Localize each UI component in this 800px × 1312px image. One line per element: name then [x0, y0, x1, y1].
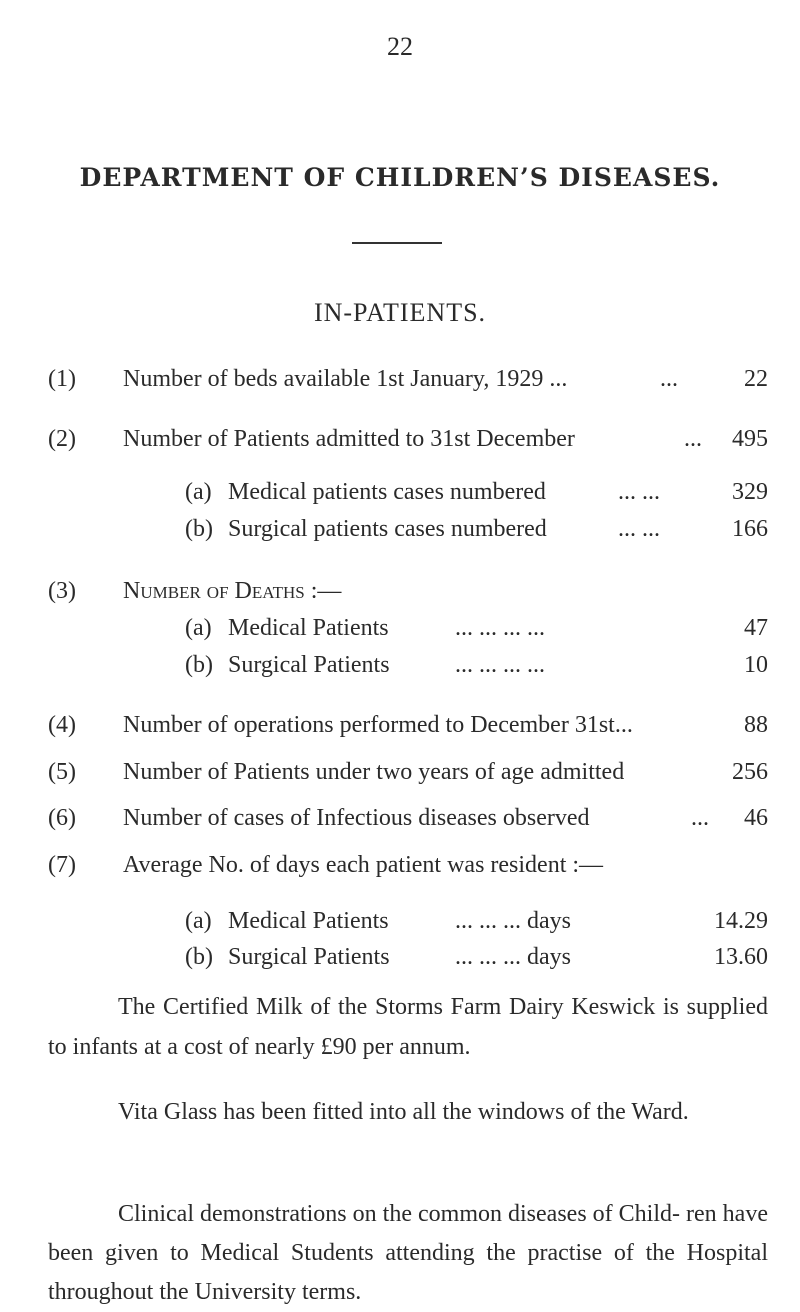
item-leader: ... ... ... days — [455, 944, 571, 970]
paragraph-text: Clinical demonstrations on the common diseases of Child- ren have been given to Medical Students attending the practise of the Hospital throughout the University terms. — [48, 1201, 768, 1305]
paragraph-text: The Certified Milk of the Storms Farm Dairy Keswick is supplied to infants at a cost of nearly £90 per annum. — [48, 994, 768, 1060]
section-heading: IN-PATIENTS. — [313, 298, 487, 327]
item-label: (b) — [185, 944, 213, 970]
item-text: Medical patients cases numbered — [228, 479, 546, 505]
item-leader: ... ... — [618, 516, 660, 542]
item-number: (1) — [48, 366, 76, 392]
item-text: Surgical Patients — [228, 944, 390, 970]
item-text: Number of Patients under two years of age admitted — [123, 759, 625, 785]
item-number: (3) — [48, 578, 76, 604]
item-value: 22 — [744, 366, 768, 392]
item-value: 256 — [732, 759, 768, 785]
item-leader: ... ... — [618, 479, 660, 505]
item-leader: ... — [691, 805, 709, 831]
item-leader: ... ... ... ... — [455, 615, 545, 641]
item-number: (2) — [48, 426, 76, 452]
item-label: (a) — [185, 615, 212, 641]
item-text: Number of Patients admitted to 31st December — [123, 426, 575, 452]
item-value: 166 — [732, 516, 768, 542]
item-text: Number of beds available 1st January, 1929 ... — [123, 366, 568, 392]
paragraph-text: Vita Glass has been fitted into all the windows of the Ward. — [118, 1099, 689, 1125]
item-value: 88 — [744, 712, 768, 738]
item-label: (a) — [185, 479, 212, 505]
item-number: (4) — [48, 712, 76, 738]
item-leader: ... ... ... days — [455, 908, 571, 934]
item-value: 46 — [744, 805, 768, 831]
item-leader: ... ... ... ... — [455, 652, 545, 678]
item-leader: ... — [684, 426, 702, 452]
title-divider — [352, 242, 442, 244]
item-text: Number of Deaths :— — [123, 578, 342, 604]
paragraph-milk — [48, 987, 768, 1067]
item-value: 10 — [744, 652, 768, 678]
item-value: 329 — [732, 479, 768, 505]
item-leader: ... — [660, 366, 678, 392]
item-label: (b) — [185, 652, 213, 678]
paragraph-clinical — [48, 1195, 768, 1312]
page-title: DEPARTMENT OF CHILDREN’S DISEASES. — [79, 163, 721, 192]
paragraph-vita-glass — [48, 1092, 768, 1132]
item-text: Medical Patients — [228, 908, 389, 934]
item-number: (5) — [48, 759, 76, 785]
item-text: Medical Patients — [228, 615, 389, 641]
item-value: 47 — [744, 615, 768, 641]
page-number: 22 — [387, 32, 413, 61]
item-number: (6) — [48, 805, 76, 831]
item-text: Number of cases of Infectious diseases observed — [123, 805, 590, 831]
item-number: (7) — [48, 852, 76, 878]
item-value: 14.29 — [714, 908, 768, 934]
item-value: 13.60 — [714, 944, 768, 970]
item-value: 495 — [732, 426, 768, 452]
item-text: Surgical patients cases numbered — [228, 516, 547, 542]
item-text: Average No. of days each patient was resident :— — [123, 852, 604, 878]
item-text: Surgical Patients — [228, 652, 390, 678]
item-label: (b) — [185, 516, 213, 542]
item-text: Number of operations performed to December 31st... — [123, 712, 633, 738]
item-label: (a) — [185, 908, 212, 934]
